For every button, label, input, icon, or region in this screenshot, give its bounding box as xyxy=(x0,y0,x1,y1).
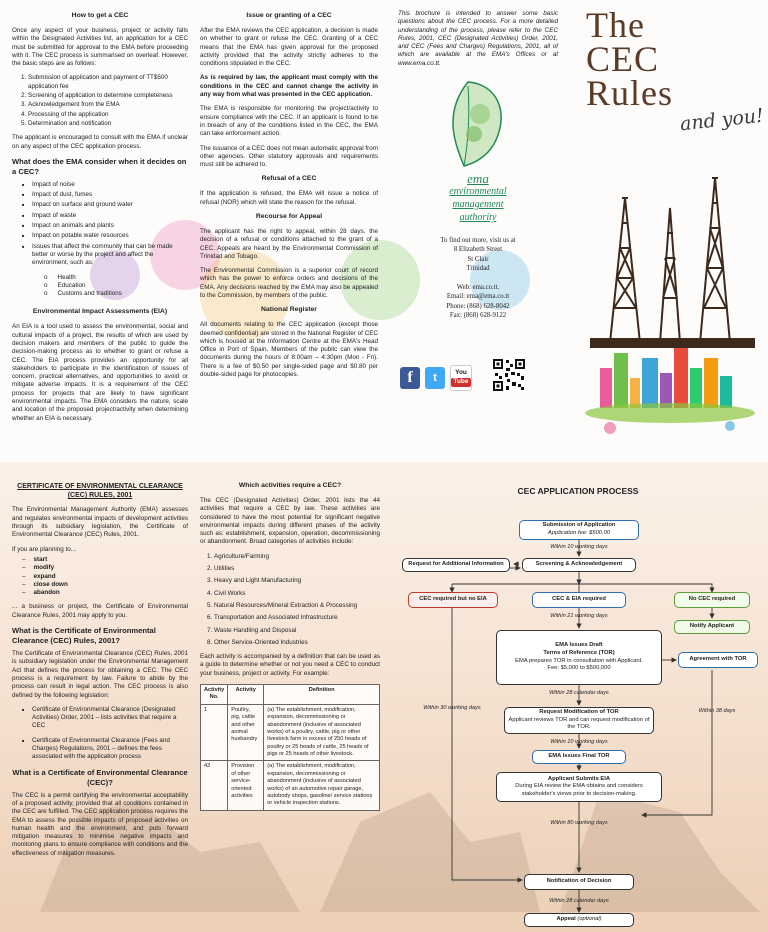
planning-item: – close down xyxy=(34,581,188,589)
refusal-title: Refusal of a CEC xyxy=(261,175,317,183)
facebook-icon[interactable]: f xyxy=(400,367,420,389)
step-cec-eia: CEC & EIA required xyxy=(532,592,626,608)
submit-eia-text: During EIA review the EMA obtains and considers stakeholder's views prior to decision-making. xyxy=(515,783,643,797)
step-screening: Screening & Acknowledgement xyxy=(522,558,636,572)
contact-block xyxy=(398,236,558,320)
eia-text: An EIA is a tool used to assess the environmental, social and cultural impacts of a project, the results of which are used by decision makers and members of the public to guide the decision-making process as to whether to grant or refuse a CEC. The EIA process provides an opportunity for all stakeholders to participate in the identification of issues of concern, practical alternatives, and opportunities to avoid or mitigate adverse impacts. It is a requirement of the CEC process for projects that are likely to have significant environmental impacts. The EMA considers the nature, scale and location of the proposed project/activity when determining whether an EIA is necessary. xyxy=(12,323,188,422)
appeal-title: Recourse for Appeal xyxy=(255,212,323,220)
step-item: 3. Acknowledgement from the EMA xyxy=(28,101,188,109)
how-intro: Once any aspect of your business, project or activity falls within the Designated Activities list, an application for a CEC must be submitted for approval to the EMA before proceeding with it. The CEC process is summarised on overleaf. However, the basic steps are as follows: xyxy=(12,26,188,68)
step-appeal xyxy=(524,913,634,927)
activities-title: Which activities require a CEC? xyxy=(238,482,342,489)
consider-item: ■ Impact on surface and ground water xyxy=(32,201,188,209)
rules-intro: The Environmental Management Authority (EMA) assesses and regulates environmental impacts of development activities through its subsidiary legislation, the Certificate of Environmental Clearance (CEC) Rules, 2001. xyxy=(12,506,188,539)
cover-title-the xyxy=(586,5,765,45)
draft-line: Fee: $5,000 to $500,000 xyxy=(547,665,611,672)
column-activities xyxy=(200,480,380,811)
contact-spacer xyxy=(398,274,558,283)
step-notify: Notify Applicant xyxy=(674,620,750,634)
contact-line: St Clair xyxy=(467,255,489,263)
contact-line: To find out more, visit us at xyxy=(440,237,516,245)
consider-subitem: o Customs and traditions xyxy=(58,290,188,298)
modification-title: Request Modification of TOR xyxy=(539,709,619,716)
issue-paragraph: After the EMA reviews the CEC application, a decision is made on whether to grant or refuse the CEC. Granting of a CEC means that the EMA has given approval for the proposed activity provided that the activity strictly adheres to the conditions stipulated in the CEC. xyxy=(200,26,378,68)
column-contact xyxy=(398,10,558,320)
register-text: All documents relating to the CEC application (except those deemed confidential) are stored in the National Register of CEC which is housed at the Information Centre at the EMA's Head Office in Port of Spain. Members of the public can view the documents during the hours of 8:00am – 4:30pm (Mon - Fri). There is a fee of $0.50 per single-sided page and $0.80 per double-sided page for photocopies. xyxy=(200,321,378,379)
ema-leaf-icon xyxy=(398,74,558,170)
timing-label: Within 10 working days xyxy=(550,739,608,745)
refusal-text: If the application is refused, the EMA will issue a notice of refusal (NOR) which will state the reason for the refusal. xyxy=(200,190,378,206)
table-header: Activity xyxy=(228,685,264,705)
consider-item: ■ Impact of noise xyxy=(32,181,188,189)
activity-category: 8. Other Service-Oriented Industries xyxy=(214,639,380,647)
appeal-paragraph: The applicant has the right to appeal, within 28 days, the decision of a refusal or conditions attached to the grant of a CEC. Appeals are heard by the Environmental Commission of Trinidad and Tobago. xyxy=(200,227,378,260)
brochure-outside xyxy=(0,0,768,462)
appeal-optional: (optional) xyxy=(577,916,602,923)
planning-item: – start xyxy=(34,556,188,564)
submission-fee: Application fee: $500.00 xyxy=(547,530,611,536)
modification-text: Applicant reviews TOR and can request modification of the TOR. xyxy=(508,716,650,731)
planning-item: – modify xyxy=(34,564,188,572)
column-how-to-get xyxy=(12,10,188,429)
consider-title: What does the EMA consider when it decides on a CEC? xyxy=(12,156,187,176)
appeal-text: Appeal xyxy=(556,916,576,923)
activity-category: 7. Waste Handling and Disposal xyxy=(214,627,380,635)
step-submission xyxy=(519,520,639,540)
ema-line: management xyxy=(452,199,504,211)
ema-line: authority xyxy=(459,212,497,224)
planning-item: – abandon xyxy=(34,589,188,597)
what-title: What is the Certificate of Environmental Clearance (CEC) Rules, 2001? xyxy=(12,626,156,646)
timing-label: Within 38 days xyxy=(698,708,736,714)
step-submit-eia xyxy=(496,772,662,802)
youtube-icon[interactable] xyxy=(450,365,472,391)
twitter-icon[interactable]: t xyxy=(425,367,445,389)
consider-item: ■ Impact on animals and plants xyxy=(32,222,188,230)
step-item: 5. Determination and notification xyxy=(28,120,188,128)
timing-label: Within 80 working days xyxy=(550,820,608,826)
planning-after: ... a business or project, the Certificate of Environmental Clearance Rules, 2001 may apply to you. xyxy=(12,603,188,619)
activity-category: 4. Civil Works xyxy=(214,590,380,598)
consider-list xyxy=(32,181,188,268)
activity-category: 1. Agriculture/Farming xyxy=(214,553,380,561)
register-title: National Register xyxy=(261,306,317,314)
cover-title-the-text: The xyxy=(586,5,645,45)
timing-label: Within 21 working days xyxy=(550,613,608,619)
contact-web[interactable]: Web: ema.co.tt. xyxy=(456,283,500,291)
contact-phone: Phone: (868) 628-8042 xyxy=(446,302,510,310)
timing-label: Within 28 calendar days xyxy=(549,898,609,904)
oil-rig-illustration xyxy=(580,158,765,458)
planning-list xyxy=(34,556,188,597)
timing-label: Within 30 working days xyxy=(423,705,481,711)
youtube-you: You xyxy=(455,369,467,377)
table-cell: Poultry, pig, cattle and other animal husbandry xyxy=(228,704,264,761)
step-draft-tor xyxy=(496,630,662,685)
what-item: ■ Certificate of Environmental Clearance (Fees and Charges) Regulations, 2001 – defines the fees associated with the application process xyxy=(32,737,188,762)
consider-item: ■ Impact of dust, fumes xyxy=(32,191,188,199)
cover-title-rules: Rules xyxy=(586,73,674,113)
table-cell: 43 xyxy=(201,761,228,810)
consider-item: ■ Impact of waste xyxy=(32,212,188,220)
planning-lead: If you are planning to... xyxy=(12,545,77,553)
table-cell: (a) The establishment, modification, expansion, decommissioning or abandonment (inclusive of associated works) of an automotive repair garage, autobody shops, gasoline/ service stations or vehicle inspection stations. xyxy=(264,761,380,810)
draft-line: Terms of Reference (TOR) xyxy=(543,649,615,656)
table-cell: (a) The establishment, modification, expansion, decommissioning or abandonment (inclusive of associated works) of a poultry, cattle, pig or other livestock farm in excess of 250 heads of poultry or 25 heads of cattle, 25 heads of pigs or 25 heads of other livestock. xyxy=(264,704,380,761)
encourage-text: The applicant is encouraged to consult with the EMA if unclear on any aspect of the CEC application process. xyxy=(12,134,188,150)
rules-title: CERTIFICATE OF ENVIRONMENTAL CLEARANCE (CEC) RULES, 2001 xyxy=(17,483,183,500)
issue-paragraph: The EMA is responsible for monitoring the project/activity to ensure compliance with the CEC. If an applicant is found to be in breach of any of the conditions listed in the CEC, the EMA can take enforcement action. xyxy=(200,105,378,138)
ema-wordmark: ema xyxy=(467,171,489,187)
eia-title: Environmental Impact Assessments (EIA) xyxy=(32,308,168,316)
cert-title: What is a Certificate of Environmental Clearance (CEC)? xyxy=(12,767,188,787)
table-header: Definition xyxy=(264,685,380,705)
column-issue xyxy=(200,10,378,385)
draft-line: EMA Issues Draft xyxy=(555,642,603,649)
cover-panel xyxy=(580,5,765,458)
brochure-inside xyxy=(0,462,768,932)
step-item: 4. Processing of the application xyxy=(28,111,188,119)
step-item: 2. Screening of application to determine completeness xyxy=(28,92,188,100)
flowchart-title: CEC APPLICATION PROCESS xyxy=(517,486,639,496)
activity-category: 2. Utilities xyxy=(214,565,380,573)
ema-logo xyxy=(398,74,558,170)
contact-line: 8 Elizabeth Street xyxy=(453,246,503,254)
consider-item: ■ Issues that affect the community that can be made better or worse by the project and affect the environment, such as: xyxy=(32,243,188,268)
consider-item: ■ Impact on potable water resources xyxy=(32,232,188,240)
contact-fax: Fax: (868) 628-9122 xyxy=(449,311,507,319)
consider-subitem: o Health xyxy=(58,274,188,282)
issue-paragraph: The issuance of a CEC does not mean automatic approval from other agencies. Other statutory approvals and requirements must still be adhered to. xyxy=(200,144,378,169)
table-cell: Provision of other service-oriented activities xyxy=(228,761,264,810)
step-notification: Notification of Decision xyxy=(524,874,634,890)
activity-category: 6. Transportation and Associated Infrastructure xyxy=(214,614,380,622)
consider-sublist xyxy=(58,274,188,299)
how-title: How to get a CEC xyxy=(71,12,129,19)
cover-title-cec: CEC xyxy=(586,39,660,79)
consider-subitem: o Education xyxy=(58,282,188,290)
what-list xyxy=(32,706,188,762)
draft-line: EMA prepares TOR in consultation with Applicant. xyxy=(515,657,643,664)
cover-and-you: and you! xyxy=(679,104,765,136)
activities-intro: The CEC (Designated Activities) Order, 2001 lists the 44 activities that require a CEC by law. These activities are considered to have the most potential for significant negative environmental impacts during different phases of the activity such as: establishment, expansion, operation, decommissioning or abandonment. Broad categories of activities include: xyxy=(200,496,380,546)
step-agreement-tor: Agreement with TOR xyxy=(678,652,758,668)
activity-category: 3. Heavy and Light Manufacturing xyxy=(214,577,380,585)
cert-text: The CEC is a permit certifying the environmental acceptability of a proposed activity, provided that all conditions contained in the CEC are fulfilled. The CEC application process requires the EMA to assess the possible impacts of proposed activities on human health and the environment, and puts forward mitigation measures to minimise negative impacts and monitoring plans to ensure compliance with conditions and the effectiveness of mitigation measures. xyxy=(12,791,188,857)
timing-label: Within 28 calendar days xyxy=(549,690,609,696)
issue-paragraph: As is required by law, the applicant must comply with the conditions in the CEC and cannot change the activity in any way from what was presented in the CEC application. xyxy=(200,74,378,99)
steps-list xyxy=(28,74,188,128)
timing-label: Within 10 working days xyxy=(550,544,608,550)
activities-table xyxy=(200,684,380,811)
appeal-paragraph: The Environmental Commission is a superior court of record which has the power to enforce orders and decisions of the EMA. Any decisions reached by the EMA may also be appealed to the Commission, by members of the public. xyxy=(200,267,378,300)
step-cec-no-eia: CEC required but no EIA xyxy=(408,592,498,608)
submission-label: Submission of Application xyxy=(542,522,616,529)
table-cell: 1 xyxy=(201,704,228,761)
brochure-intro: This brochure is intended to answer some basic questions about the CEC process. For a more detailed understanding of the process, please refer to the CEC Rules, 2001, CEC (Designated Activities) Order, 2001, and CEC (Fees and Charges) Regulations, 2001, all of which are available at the EMA's Offices or at www.ema.co.tt. xyxy=(398,10,558,67)
what-text: The Certificate of Environmental Clearance (CEC) Rules, 2001 is subsidiary legislation under the Environmental Management Act that defines the process for obtaining a CEC. The CEC process is a requirement by law. Failure to abide by the process can result in legal action. The CEC process is also defined by the following legislation: xyxy=(12,650,188,699)
table-header: Activity No. xyxy=(201,685,228,705)
planning-item: – expand xyxy=(34,573,188,581)
step-request-modification xyxy=(504,707,654,734)
submit-eia-title: Applicant Submits EIA xyxy=(547,775,611,782)
step-no-cec: No CEC required xyxy=(674,592,750,608)
youtube-tube: Tube xyxy=(453,378,469,385)
issue-title: Issue or granting of a CEC xyxy=(246,12,332,19)
table-header-row xyxy=(201,685,380,705)
column-cec-rules xyxy=(12,480,188,864)
contact-line: Trinidad xyxy=(466,265,490,273)
contact-email[interactable]: Email: ema@ema.co.tt xyxy=(446,293,510,301)
flowchart-cec-process xyxy=(392,480,764,930)
qr-code-icon[interactable] xyxy=(492,358,526,392)
activities-list xyxy=(214,553,380,647)
appeal-label xyxy=(556,916,601,924)
ema-line: environmental xyxy=(449,186,507,198)
activities-example-lead: Each activity is accompanied by a definition that can be used as a guide to determine whether or not you need a CEC to conduct your business, project or activity. For example: xyxy=(200,653,380,677)
step-item: 1. Submission of application and payment of TT$500 application fee xyxy=(28,74,188,91)
step-request-info: Request for Additional Information xyxy=(402,558,510,572)
what-item: ■ Certificate of Environmental Clearance (Designated Activities) Order, 2001 – lists activities that require a CEC xyxy=(32,706,188,731)
table-row xyxy=(201,761,380,810)
activity-category: 5. Natural Resources/Mineral Extraction & Processing xyxy=(214,602,380,610)
table-row xyxy=(201,704,380,761)
step-final-tor: EMA Issues Final TOR xyxy=(532,750,626,764)
